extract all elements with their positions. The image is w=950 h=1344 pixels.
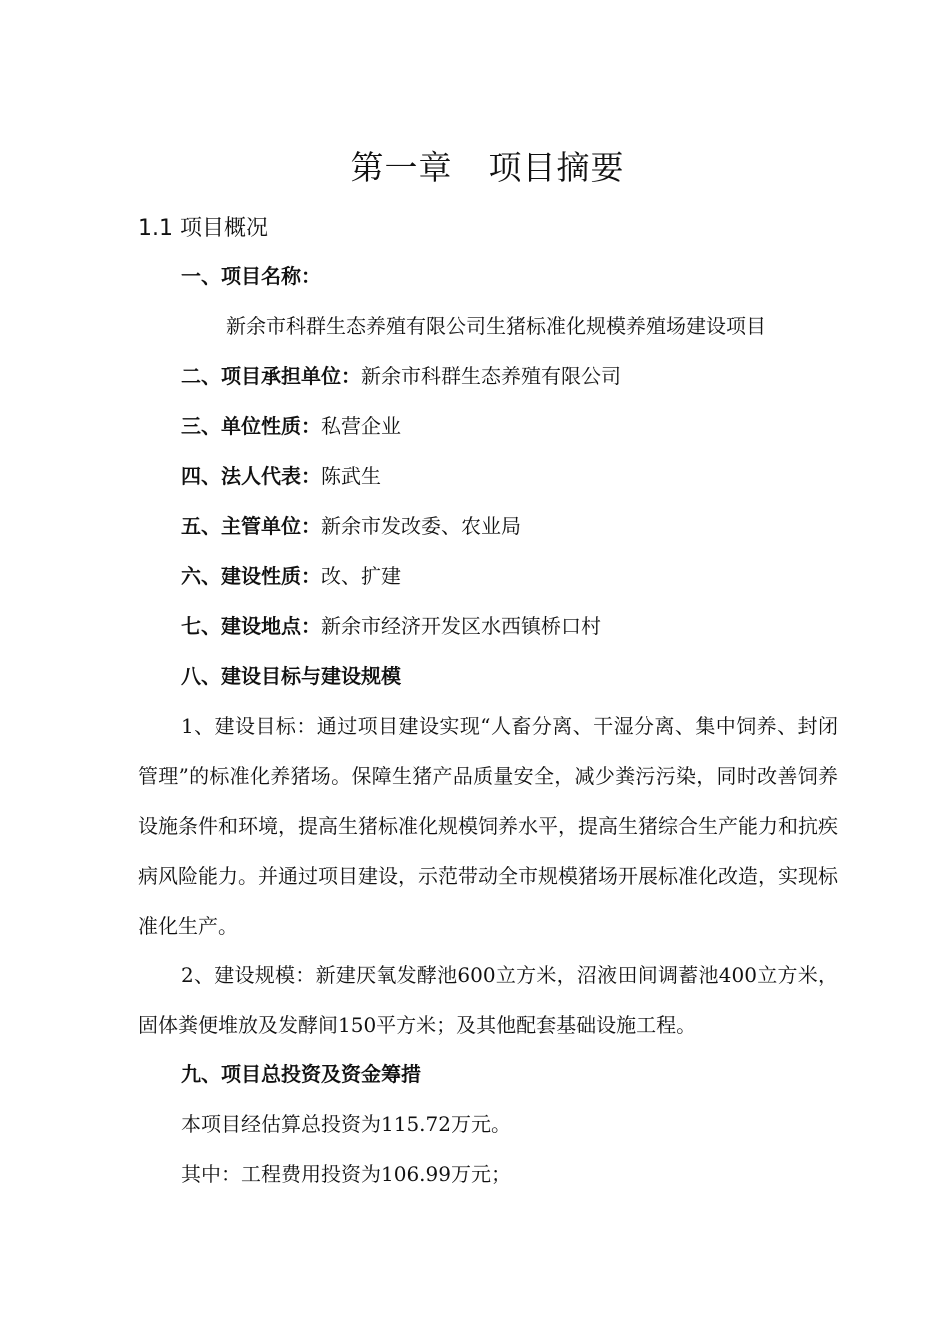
chapter-title: [0, 142, 950, 189]
item-construction-nature: [181, 561, 401, 591]
item-legal-representative: [181, 461, 381, 491]
item-project-name-value: 新余市科群生态养殖有限公司生猪标准化规模养殖场建设项目: [226, 314, 766, 338]
item-unit-nature: [181, 411, 401, 441]
section-title: 1.1 项目概况: [138, 216, 268, 241]
item-value: 新余市科群生态养殖有限公司: [361, 364, 621, 388]
item-construction-location: [181, 611, 601, 641]
chapter-number: 第一章: [350, 148, 453, 187]
item-label: 五、主管单位：: [181, 514, 321, 538]
item-label: 三、单位性质：: [181, 414, 321, 438]
item-value: 改、扩建: [321, 564, 401, 588]
item-undertaking-unit: [181, 361, 621, 391]
scale-paragraph: 2、建设规模：新建厌氧发酵池600立方米，沼液田间调蓄池400立方米，固体粪便堆放及发酵间150平方米；及其他配套基础设施工程。: [138, 963, 838, 1037]
item-label: 一、项目名称：: [181, 264, 321, 288]
item-value: 新余市经济开发区水西镇桥口村: [321, 614, 601, 638]
item-label: 四、法人代表：: [181, 464, 321, 488]
total-investment-line: 本项目经估算总投资为115.72万元。: [181, 1112, 511, 1136]
item-competent-authority: [181, 511, 521, 541]
item-goals-heading: [181, 661, 401, 691]
item-value: 新余市发改委、农业局: [321, 514, 521, 538]
item-label: 六、建设性质：: [181, 564, 321, 588]
chapter-name: 项目摘要: [488, 148, 625, 187]
goal-paragraph: 1、建设目标：通过项目建设实现“人畜分离、干湿分离、集中饲养、封闭管理”的标准化养猪场。保障生猪产品质量安全，减少粪污污染，同时改善饲养设施条件和环境，提高生猪标准化规模饲养水平，提高生猪综合生产能力和抗疾病风险能力。并通过项目建设，示范带动全市规模猪场开展标准化改造，实现标准化生产。: [138, 714, 838, 938]
item-project-name: [181, 261, 321, 291]
item-value: 私营企业: [321, 414, 401, 438]
item-label: 八、建设目标与建设规模: [181, 664, 401, 688]
item-label: 七、建设地点：: [181, 614, 321, 638]
engineering-cost-line: 其中：工程费用投资为106.99万元；: [181, 1162, 511, 1186]
item-label: 九、项目总投资及资金筹措: [181, 1062, 421, 1086]
item-value: 陈武生: [321, 464, 381, 488]
item-label: 二、项目承担单位：: [181, 364, 361, 388]
item-investment-heading: [181, 1059, 421, 1089]
